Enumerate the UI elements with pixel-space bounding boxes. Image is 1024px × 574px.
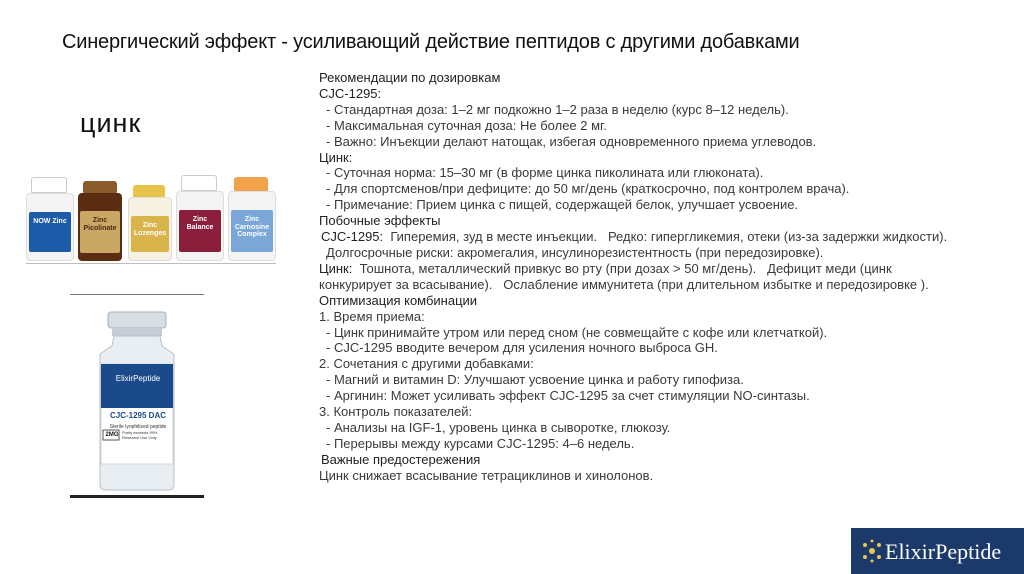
side-effects-heading: Побочные эффекты — [319, 213, 441, 229]
bottle-label: Zinc Balance — [179, 210, 221, 252]
cjc-line: - Максимальная суточная доза: Не более 2 мг. — [326, 117, 607, 133]
zinc-line: - Суточная норма: 15–30 мг (в форме цинка пиколината или глюконата). — [326, 165, 764, 181]
side-zinc-label: Цинк: — [319, 260, 353, 276]
cjc-vial-image — [70, 294, 204, 498]
side-zinc-text: Тошнота, металлический привкус во рту (при дозах > 50 мг/день). Дефицит меди (цинк конкурирует за всасывание). Ослабление иммунитета (при длительном избытке и передозировке ). — [319, 260, 929, 292]
opt-line: - Магний и витамин D: Улучшают усвоение цинка и работу гипофиза. — [326, 372, 744, 388]
cjc-line: - Важно: Инъекции делают натощак, избегая одновременного приема углеводов. — [326, 133, 817, 149]
zinc-line: - Примечание: Прием цинка с пищей, содержащей белок, улучшает усвоение. — [326, 197, 799, 213]
opt-timing-heading: 1. Время приема: — [319, 308, 425, 324]
bottle-label: Zinc Carnosine Complex — [231, 210, 273, 252]
warnings-heading: Важные предостережения — [321, 451, 481, 467]
vial-illustration — [70, 294, 204, 498]
opt-control-heading: 3. Контроль показателей: — [319, 404, 473, 420]
vial-dose: 2MG — [105, 432, 119, 438]
opt-combos-heading: 2. Сочетания с другими добавками: — [319, 356, 534, 372]
zinc-bottles-image — [26, 168, 276, 264]
bottle-zinc-picolinate — [78, 181, 122, 261]
warning-text: Цинк снижает всасывание тетрациклинов и хинолонов. — [319, 467, 654, 483]
opt-line: - Аргинин: Может усиливать эффект CJC-1295 за счет стимуляции NO-синтазы. — [326, 388, 810, 404]
side-cjc-text: Гиперемия, зуд в месте инъекции. Редко: гипергликемия, отеки (из-за задержки жидкости). — [383, 229, 948, 245]
side-longterm: Долгосрочные риски: акромегалия, инсулинорезистентность (при передозировке). — [326, 244, 824, 260]
opt-line: - Цинк принимайте утром или перед сном (не совмещайте с кофе или клетчаткой). — [326, 324, 828, 340]
cjc-line: - Стандартная доза: 1–2 мг подкожно 1–2 раза в неделю (курс 8–12 недель). — [326, 101, 789, 117]
bottle-now-zinc — [26, 177, 72, 261]
bottle-zinc-carnosine — [228, 177, 274, 261]
dosage-content — [319, 70, 959, 484]
bottle-zinc-balance — [176, 175, 222, 261]
dosage-heading: Рекомендации по дозировкам — [319, 70, 501, 85]
brand-logo-text: ElixirPeptide — [885, 539, 1002, 564]
vial-purity: Purity exceeds 99% Research Use Only — [122, 430, 158, 440]
zinc-line: - Для спортсменов/при дефиците: до 50 мг/день (краткосрочно, под контролем врача). — [326, 181, 850, 197]
vial-description: Sterile lyophilized peptide — [109, 424, 167, 430]
bottle-label: Zinc Picolinate — [80, 211, 120, 253]
bottle-label: NOW Zinc — [29, 212, 71, 252]
section-label: цинк — [80, 108, 142, 138]
side-cjc-label: CJC-1295: — [321, 229, 384, 245]
side-effects-cjc — [319, 229, 959, 245]
divider — [70, 294, 204, 295]
bottle-zinc-lozenges — [128, 185, 170, 261]
star-cluster-icon — [857, 536, 887, 566]
opt-line: - Перерывы между курсами CJC-1295: 4–6 недель. — [326, 435, 635, 451]
vial-product-name: CJC-1295 DAC — [109, 411, 167, 420]
side-effects-zinc — [319, 261, 959, 293]
vial-brand: ElixirPeptide — [115, 374, 161, 383]
bottle-label: Zinc Lozenges — [131, 216, 169, 252]
opt-line: - CJC-1295 вводите вечером для усиления ночного выброса GH. — [326, 340, 718, 356]
opt-line: - Анализы на IGF-1, уровень цинка в сыворотке, глюкозу. — [326, 419, 671, 435]
brand-logo — [851, 528, 1024, 574]
zinc-heading: Цинк: — [319, 149, 353, 165]
cjc-heading: CJC-1295: — [319, 85, 382, 101]
divider — [70, 495, 204, 498]
optimization-heading: Оптимизация комбинации — [319, 292, 478, 308]
page-title: Синергический эффект - усиливающий действие пептидов с другими добавками — [62, 31, 800, 53]
